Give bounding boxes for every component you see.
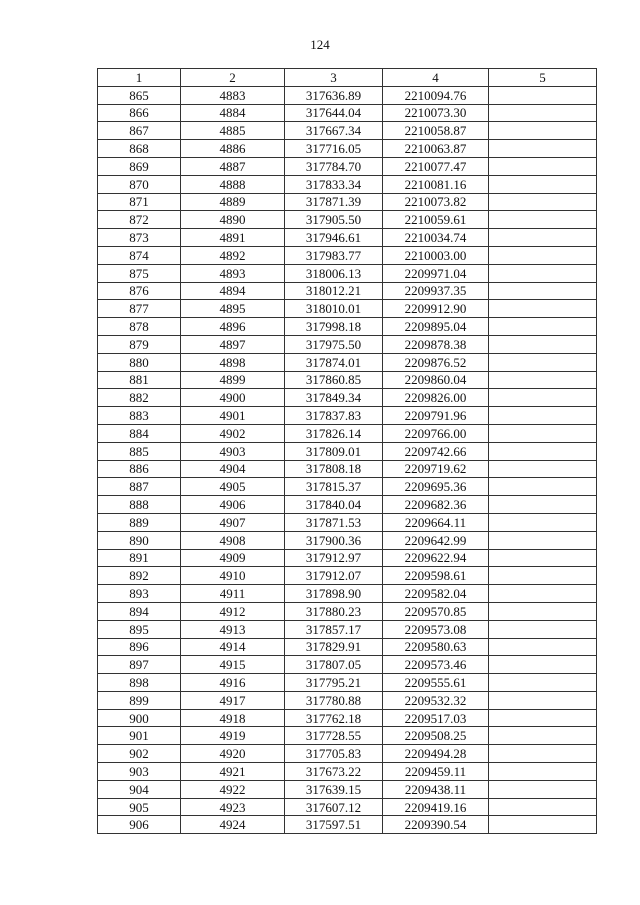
table-row xyxy=(98,549,597,567)
table-row xyxy=(98,478,597,496)
x-coordinate-cell: 317900.36 xyxy=(285,531,383,549)
point-number-cell: 4921 xyxy=(181,763,285,781)
column-header-2: 2 xyxy=(181,69,285,87)
coordinates-table xyxy=(97,68,597,834)
x-coordinate-cell: 317815.37 xyxy=(285,478,383,496)
table-row xyxy=(98,229,597,247)
row-number-cell: 898 xyxy=(98,674,181,692)
y-coordinate-cell: 2210073.30 xyxy=(383,104,489,122)
x-coordinate-cell: 317639.15 xyxy=(285,780,383,798)
point-number-cell: 4922 xyxy=(181,780,285,798)
table-row xyxy=(98,745,597,763)
x-coordinate-cell: 317837.83 xyxy=(285,407,383,425)
row-number-cell: 903 xyxy=(98,763,181,781)
row-number-cell: 888 xyxy=(98,496,181,514)
note-cell xyxy=(489,300,597,318)
table-row xyxy=(98,638,597,656)
point-number-cell: 4918 xyxy=(181,709,285,727)
point-number-cell: 4901 xyxy=(181,407,285,425)
note-cell xyxy=(489,389,597,407)
row-number-cell: 875 xyxy=(98,264,181,282)
note-cell xyxy=(489,353,597,371)
y-coordinate-cell: 2209878.38 xyxy=(383,335,489,353)
table-row xyxy=(98,264,597,282)
table-row xyxy=(98,353,597,371)
y-coordinate-cell: 2209598.61 xyxy=(383,567,489,585)
row-number-cell: 894 xyxy=(98,602,181,620)
table-row xyxy=(98,407,597,425)
x-coordinate-cell: 317829.91 xyxy=(285,638,383,656)
note-cell xyxy=(489,496,597,514)
row-number-cell: 865 xyxy=(98,86,181,104)
table-row xyxy=(98,318,597,336)
note-cell xyxy=(489,335,597,353)
y-coordinate-cell: 2209682.36 xyxy=(383,496,489,514)
y-coordinate-cell: 2209390.54 xyxy=(383,816,489,834)
note-cell xyxy=(489,531,597,549)
table-row xyxy=(98,709,597,727)
x-coordinate-cell: 317807.05 xyxy=(285,656,383,674)
x-coordinate-cell: 318006.13 xyxy=(285,264,383,282)
y-coordinate-cell: 2209826.00 xyxy=(383,389,489,407)
note-cell xyxy=(489,211,597,229)
point-number-cell: 4902 xyxy=(181,424,285,442)
table-row xyxy=(98,780,597,798)
table-row xyxy=(98,246,597,264)
point-number-cell: 4891 xyxy=(181,229,285,247)
note-cell xyxy=(489,407,597,425)
y-coordinate-cell: 2209517.03 xyxy=(383,709,489,727)
point-number-cell: 4905 xyxy=(181,478,285,496)
row-number-cell: 892 xyxy=(98,567,181,585)
point-number-cell: 4914 xyxy=(181,638,285,656)
x-coordinate-cell: 317849.34 xyxy=(285,389,383,407)
y-coordinate-cell: 2210094.76 xyxy=(383,86,489,104)
row-number-cell: 893 xyxy=(98,585,181,603)
x-coordinate-cell: 317880.23 xyxy=(285,602,383,620)
page-number: 124 xyxy=(310,37,330,52)
note-cell xyxy=(489,318,597,336)
row-number-cell: 876 xyxy=(98,282,181,300)
y-coordinate-cell: 2209664.11 xyxy=(383,513,489,531)
table-row xyxy=(98,193,597,211)
table-row xyxy=(98,656,597,674)
row-number-cell: 896 xyxy=(98,638,181,656)
y-coordinate-cell: 2210081.16 xyxy=(383,175,489,193)
x-coordinate-cell: 317983.77 xyxy=(285,246,383,264)
note-cell xyxy=(489,282,597,300)
table-row xyxy=(98,122,597,140)
y-coordinate-cell: 2210058.87 xyxy=(383,122,489,140)
note-cell xyxy=(489,104,597,122)
y-coordinate-cell: 2210073.82 xyxy=(383,193,489,211)
x-coordinate-cell: 317905.50 xyxy=(285,211,383,229)
point-number-cell: 4894 xyxy=(181,282,285,300)
table-row xyxy=(98,424,597,442)
x-coordinate-cell: 317912.07 xyxy=(285,567,383,585)
x-coordinate-cell: 317975.50 xyxy=(285,335,383,353)
x-coordinate-cell: 318010.01 xyxy=(285,300,383,318)
row-number-cell: 880 xyxy=(98,353,181,371)
y-coordinate-cell: 2209791.96 xyxy=(383,407,489,425)
y-coordinate-cell: 2209642.99 xyxy=(383,531,489,549)
point-number-cell: 4897 xyxy=(181,335,285,353)
row-number-cell: 872 xyxy=(98,211,181,229)
point-number-cell: 4893 xyxy=(181,264,285,282)
note-cell xyxy=(489,157,597,175)
y-coordinate-cell: 2209494.28 xyxy=(383,745,489,763)
point-number-cell: 4909 xyxy=(181,549,285,567)
note-cell xyxy=(489,745,597,763)
row-number-cell: 906 xyxy=(98,816,181,834)
table-row xyxy=(98,211,597,229)
x-coordinate-cell: 317716.05 xyxy=(285,140,383,158)
note-cell xyxy=(489,264,597,282)
point-number-cell: 4920 xyxy=(181,745,285,763)
row-number-cell: 891 xyxy=(98,549,181,567)
note-cell xyxy=(489,674,597,692)
point-number-cell: 4907 xyxy=(181,513,285,531)
x-coordinate-cell: 317728.55 xyxy=(285,727,383,745)
x-coordinate-cell: 317636.89 xyxy=(285,86,383,104)
x-coordinate-cell: 317833.34 xyxy=(285,175,383,193)
row-number-cell: 900 xyxy=(98,709,181,727)
x-coordinate-cell: 317795.21 xyxy=(285,674,383,692)
table-row xyxy=(98,140,597,158)
row-number-cell: 866 xyxy=(98,104,181,122)
row-number-cell: 867 xyxy=(98,122,181,140)
row-number-cell: 886 xyxy=(98,460,181,478)
table-row xyxy=(98,763,597,781)
x-coordinate-cell: 317784.70 xyxy=(285,157,383,175)
table-row xyxy=(98,727,597,745)
note-cell xyxy=(489,602,597,620)
note-cell xyxy=(489,691,597,709)
table-row xyxy=(98,282,597,300)
point-number-cell: 4906 xyxy=(181,496,285,514)
y-coordinate-cell: 2210059.61 xyxy=(383,211,489,229)
y-coordinate-cell: 2209912.90 xyxy=(383,300,489,318)
row-number-cell: 897 xyxy=(98,656,181,674)
note-cell xyxy=(489,175,597,193)
y-coordinate-cell: 2209459.11 xyxy=(383,763,489,781)
y-coordinate-cell: 2209573.46 xyxy=(383,656,489,674)
table-row xyxy=(98,567,597,585)
y-coordinate-cell: 2209508.25 xyxy=(383,727,489,745)
x-coordinate-cell: 317780.88 xyxy=(285,691,383,709)
point-number-cell: 4919 xyxy=(181,727,285,745)
y-coordinate-cell: 2209766.00 xyxy=(383,424,489,442)
x-coordinate-cell: 317597.51 xyxy=(285,816,383,834)
y-coordinate-cell: 2209573.08 xyxy=(383,620,489,638)
point-number-cell: 4908 xyxy=(181,531,285,549)
table-header xyxy=(98,69,597,87)
x-coordinate-cell: 317857.17 xyxy=(285,620,383,638)
row-number-cell: 874 xyxy=(98,246,181,264)
table-row xyxy=(98,442,597,460)
x-coordinate-cell: 317644.04 xyxy=(285,104,383,122)
note-cell xyxy=(489,638,597,656)
row-number-cell: 895 xyxy=(98,620,181,638)
table-row xyxy=(98,86,597,104)
table-row xyxy=(98,496,597,514)
point-number-cell: 4890 xyxy=(181,211,285,229)
table-row xyxy=(98,157,597,175)
y-coordinate-cell: 2209895.04 xyxy=(383,318,489,336)
row-number-cell: 868 xyxy=(98,140,181,158)
table-row xyxy=(98,104,597,122)
row-number-cell: 901 xyxy=(98,727,181,745)
note-cell xyxy=(489,122,597,140)
row-number-cell: 887 xyxy=(98,478,181,496)
note-cell xyxy=(489,513,597,531)
y-coordinate-cell: 2209580.63 xyxy=(383,638,489,656)
point-number-cell: 4913 xyxy=(181,620,285,638)
point-number-cell: 4900 xyxy=(181,389,285,407)
point-number-cell: 4915 xyxy=(181,656,285,674)
row-number-cell: 878 xyxy=(98,318,181,336)
note-cell xyxy=(489,656,597,674)
x-coordinate-cell: 317871.39 xyxy=(285,193,383,211)
note-cell xyxy=(489,816,597,834)
x-coordinate-cell: 317871.53 xyxy=(285,513,383,531)
y-coordinate-cell: 2209695.36 xyxy=(383,478,489,496)
x-coordinate-cell: 317898.90 xyxy=(285,585,383,603)
table-row xyxy=(98,460,597,478)
point-number-cell: 4889 xyxy=(181,193,285,211)
column-header-5: 5 xyxy=(489,69,597,87)
row-number-cell: 884 xyxy=(98,424,181,442)
table-row xyxy=(98,798,597,816)
x-coordinate-cell: 317667.34 xyxy=(285,122,383,140)
row-number-cell: 904 xyxy=(98,780,181,798)
x-coordinate-cell: 317808.18 xyxy=(285,460,383,478)
x-coordinate-cell: 317826.14 xyxy=(285,424,383,442)
table-row xyxy=(98,371,597,389)
note-cell xyxy=(489,424,597,442)
x-coordinate-cell: 317762.18 xyxy=(285,709,383,727)
y-coordinate-cell: 2209971.04 xyxy=(383,264,489,282)
note-cell xyxy=(489,478,597,496)
row-number-cell: 869 xyxy=(98,157,181,175)
note-cell xyxy=(489,567,597,585)
table-row xyxy=(98,674,597,692)
x-coordinate-cell: 317607.12 xyxy=(285,798,383,816)
point-number-cell: 4912 xyxy=(181,602,285,620)
point-number-cell: 4917 xyxy=(181,691,285,709)
table-row xyxy=(98,585,597,603)
x-coordinate-cell: 317874.01 xyxy=(285,353,383,371)
row-number-cell: 905 xyxy=(98,798,181,816)
table-row xyxy=(98,816,597,834)
note-cell xyxy=(489,798,597,816)
x-coordinate-cell: 317912.97 xyxy=(285,549,383,567)
y-coordinate-cell: 2210034.74 xyxy=(383,229,489,247)
x-coordinate-cell: 317860.85 xyxy=(285,371,383,389)
y-coordinate-cell: 2209860.04 xyxy=(383,371,489,389)
y-coordinate-cell: 2209582.04 xyxy=(383,585,489,603)
row-number-cell: 902 xyxy=(98,745,181,763)
x-coordinate-cell: 317840.04 xyxy=(285,496,383,514)
point-number-cell: 4887 xyxy=(181,157,285,175)
note-cell xyxy=(489,585,597,603)
table-row xyxy=(98,691,597,709)
y-coordinate-cell: 2209419.16 xyxy=(383,798,489,816)
x-coordinate-cell: 317998.18 xyxy=(285,318,383,336)
table-row xyxy=(98,513,597,531)
point-number-cell: 4896 xyxy=(181,318,285,336)
note-cell xyxy=(489,460,597,478)
note-cell xyxy=(489,620,597,638)
x-coordinate-cell: 317946.61 xyxy=(285,229,383,247)
row-number-cell: 885 xyxy=(98,442,181,460)
y-coordinate-cell: 2209622.94 xyxy=(383,549,489,567)
row-number-cell: 889 xyxy=(98,513,181,531)
row-number-cell: 881 xyxy=(98,371,181,389)
point-number-cell: 4888 xyxy=(181,175,285,193)
x-coordinate-cell: 318012.21 xyxy=(285,282,383,300)
note-cell xyxy=(489,246,597,264)
row-number-cell: 873 xyxy=(98,229,181,247)
point-number-cell: 4899 xyxy=(181,371,285,389)
header-row xyxy=(98,69,597,87)
y-coordinate-cell: 2210063.87 xyxy=(383,140,489,158)
y-coordinate-cell: 2210003.00 xyxy=(383,246,489,264)
column-header-3: 3 xyxy=(285,69,383,87)
note-cell xyxy=(489,763,597,781)
note-cell xyxy=(489,193,597,211)
y-coordinate-cell: 2209532.32 xyxy=(383,691,489,709)
note-cell xyxy=(489,709,597,727)
note-cell xyxy=(489,229,597,247)
table-row xyxy=(98,620,597,638)
point-number-cell: 4904 xyxy=(181,460,285,478)
y-coordinate-cell: 2209555.61 xyxy=(383,674,489,692)
table-row xyxy=(98,175,597,193)
note-cell xyxy=(489,442,597,460)
row-number-cell: 877 xyxy=(98,300,181,318)
point-number-cell: 4898 xyxy=(181,353,285,371)
point-number-cell: 4884 xyxy=(181,104,285,122)
x-coordinate-cell: 317673.22 xyxy=(285,763,383,781)
table-row xyxy=(98,300,597,318)
y-coordinate-cell: 2209719.62 xyxy=(383,460,489,478)
point-number-cell: 4883 xyxy=(181,86,285,104)
x-coordinate-cell: 317809.01 xyxy=(285,442,383,460)
point-number-cell: 4895 xyxy=(181,300,285,318)
point-number-cell: 4924 xyxy=(181,816,285,834)
table-row xyxy=(98,602,597,620)
note-cell xyxy=(489,371,597,389)
point-number-cell: 4910 xyxy=(181,567,285,585)
note-cell xyxy=(489,549,597,567)
y-coordinate-cell: 2209438.11 xyxy=(383,780,489,798)
row-number-cell: 890 xyxy=(98,531,181,549)
column-header-4: 4 xyxy=(383,69,489,87)
note-cell xyxy=(489,86,597,104)
row-number-cell: 871 xyxy=(98,193,181,211)
point-number-cell: 4886 xyxy=(181,140,285,158)
y-coordinate-cell: 2209742.66 xyxy=(383,442,489,460)
row-number-cell: 882 xyxy=(98,389,181,407)
note-cell xyxy=(489,780,597,798)
y-coordinate-cell: 2209876.52 xyxy=(383,353,489,371)
x-coordinate-cell: 317705.83 xyxy=(285,745,383,763)
column-header-1: 1 xyxy=(98,69,181,87)
point-number-cell: 4892 xyxy=(181,246,285,264)
point-number-cell: 4911 xyxy=(181,585,285,603)
table-row xyxy=(98,531,597,549)
row-number-cell: 883 xyxy=(98,407,181,425)
row-number-cell: 879 xyxy=(98,335,181,353)
table-row xyxy=(98,335,597,353)
note-cell xyxy=(489,140,597,158)
y-coordinate-cell: 2209570.85 xyxy=(383,602,489,620)
row-number-cell: 899 xyxy=(98,691,181,709)
point-number-cell: 4923 xyxy=(181,798,285,816)
y-coordinate-cell: 2210077.47 xyxy=(383,157,489,175)
point-number-cell: 4903 xyxy=(181,442,285,460)
row-number-cell: 870 xyxy=(98,175,181,193)
note-cell xyxy=(489,727,597,745)
y-coordinate-cell: 2209937.35 xyxy=(383,282,489,300)
point-number-cell: 4885 xyxy=(181,122,285,140)
table-body xyxy=(98,86,597,833)
point-number-cell: 4916 xyxy=(181,674,285,692)
table-row xyxy=(98,389,597,407)
